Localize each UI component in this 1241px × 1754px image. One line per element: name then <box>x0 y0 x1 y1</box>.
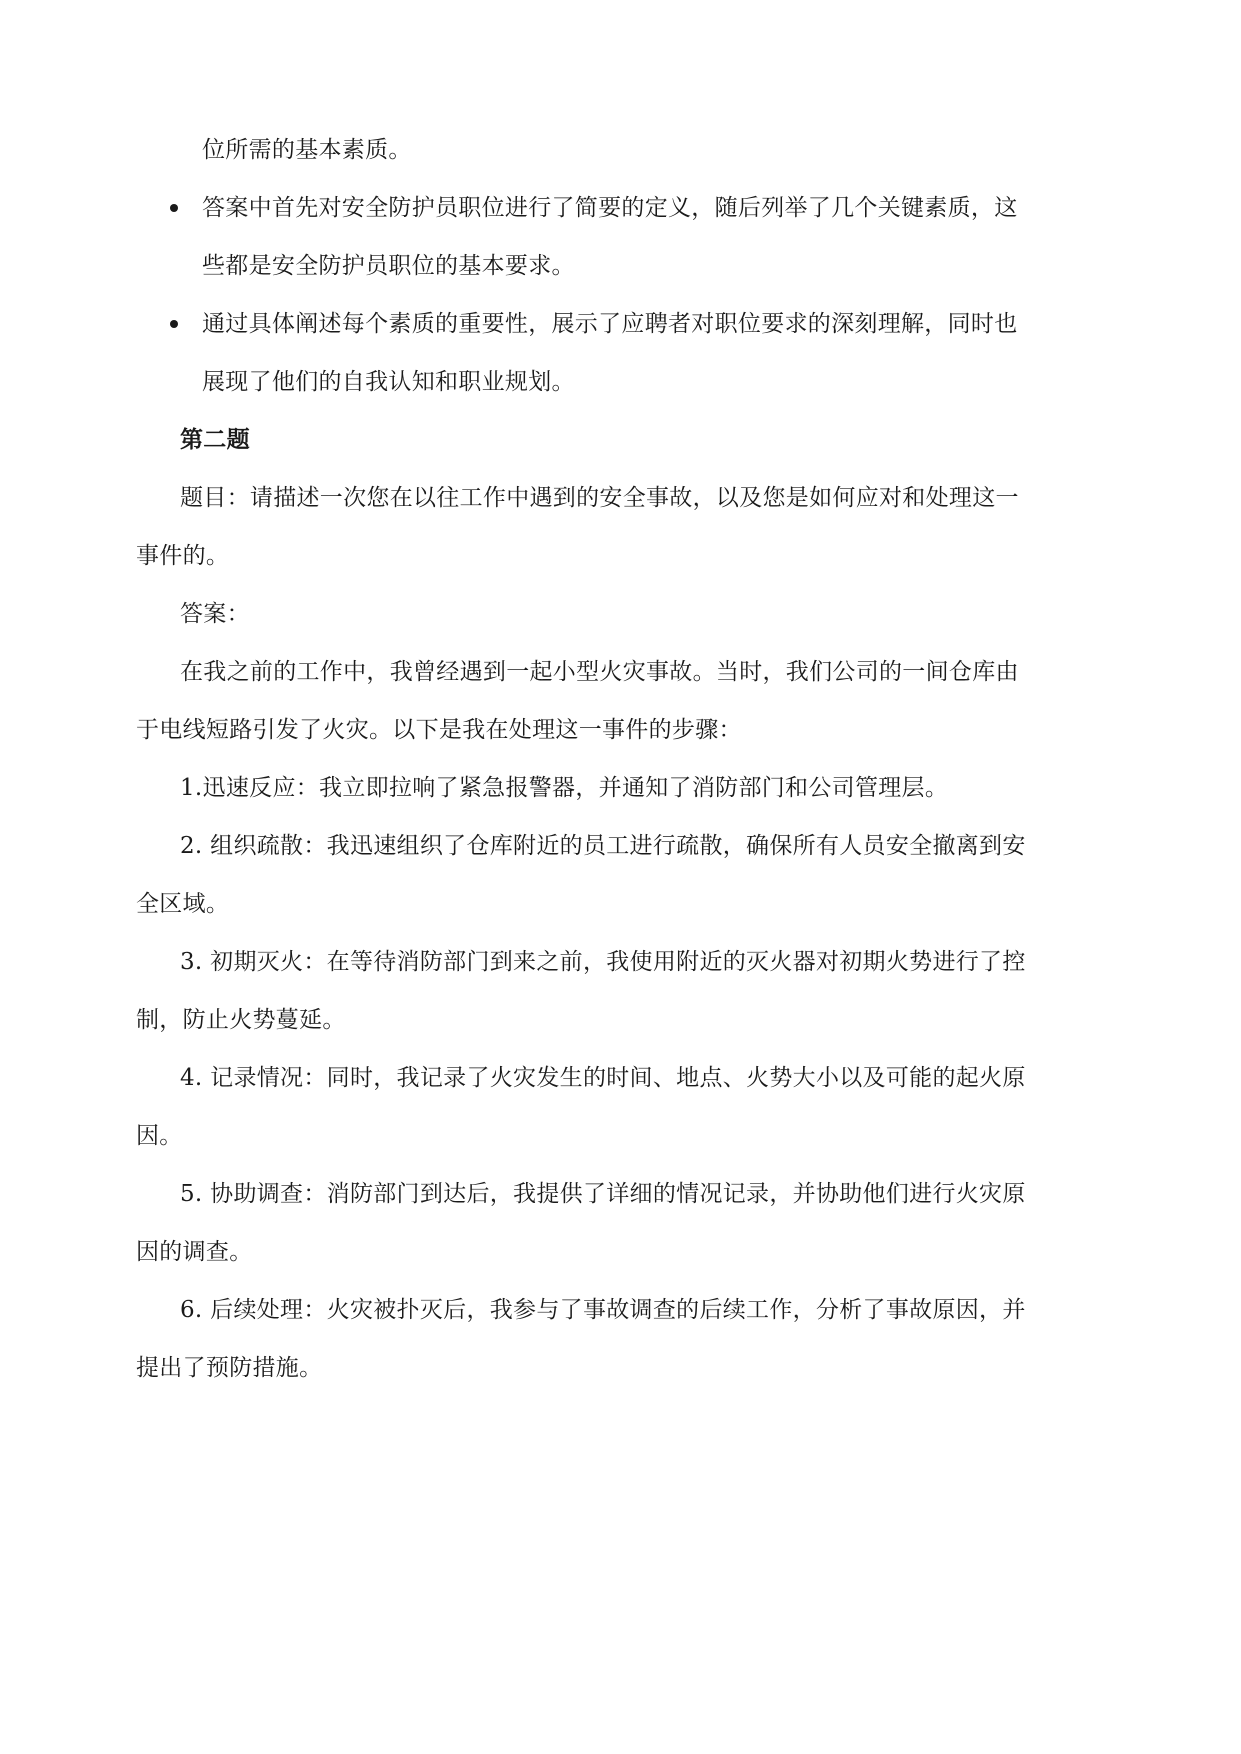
text-line: 答案： <box>180 601 250 627</box>
text-line: 提出了预防措施。 <box>136 1355 323 1381</box>
text-line: 3. 初期灭火：在等待消防部门到来之前，我使用附近的灭火器对初期火势进行了控 <box>180 949 1026 975</box>
text-line: 制，防止火势蔓延。 <box>136 1007 346 1033</box>
text-line: 2. 组织疏散：我迅速组织了仓库附近的员工进行疏散，确保所有人员安全撤离到安 <box>180 833 1026 859</box>
text-line: 在我之前的工作中，我曾经遇到一起小型火灾事故。当时，我们公司的一间仓库由 <box>180 659 1019 685</box>
text-line: 答案中首先对安全防护员职位进行了简要的定义，随后列举了几个关键素质，这 <box>202 195 1018 221</box>
text-line: 些都是安全防护员职位的基本要求。 <box>202 253 575 279</box>
text-line: 5. 协助调查：消防部门到达后，我提供了详细的情况记录，并协助他们进行火灾原 <box>180 1181 1026 1207</box>
text-line: 1.迅速反应：我立即拉响了紧急报警器，并通知了消防部门和公司管理层。 <box>180 775 949 801</box>
text-line: 展现了他们的自我认知和职业规划。 <box>202 369 575 395</box>
text-line: 通过具体阐述每个素质的重要性，展示了应聘者对职位要求的深刻理解，同时也 <box>202 311 1018 337</box>
text-line: 因。 <box>136 1123 183 1149</box>
text-line: 4. 记录情况：同时，我记录了火灾发生的时间、地点、火势大小以及可能的起火原 <box>180 1065 1026 1091</box>
text-line: 6. 后续处理：火灾被扑灭后，我参与了事故调查的后续工作，分析了事故原因，并 <box>180 1297 1026 1323</box>
bullet-point <box>170 320 178 328</box>
text-line: 事件的。 <box>136 543 230 569</box>
bullet-point <box>170 204 178 212</box>
text-line: 题目：请描述一次您在以往工作中遇到的安全事故，以及您是如何应对和处理这一 <box>180 485 1019 511</box>
text-line: 全区域。 <box>136 891 230 917</box>
section-heading: 第二题 <box>180 427 250 453</box>
text-line: 因的调查。 <box>136 1239 253 1265</box>
text-line: 位所需的基本素质。 <box>202 137 412 163</box>
text-line: 于电线短路引发了火灾。以下是我在处理这一事件的步骤： <box>136 717 742 743</box>
